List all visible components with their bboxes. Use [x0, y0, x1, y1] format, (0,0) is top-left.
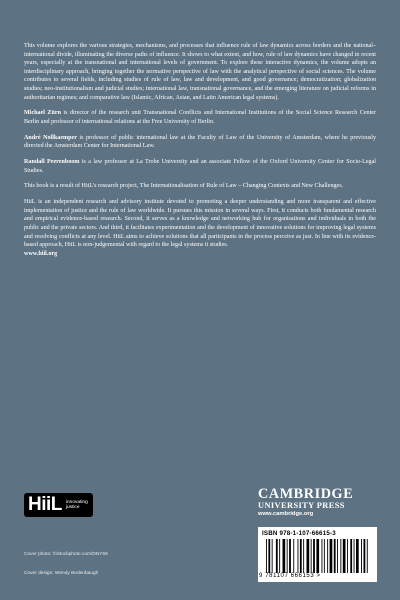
- cover-photo-credit: Cover photo: ©istockphoto.com/DNY59: [24, 552, 108, 557]
- author-bio-zurn: [24, 109, 376, 126]
- barcode-bar: [350, 539, 352, 573]
- back-cover-text: [24, 42, 376, 266]
- barcode-bar: [343, 539, 346, 573]
- hiil-logo: [24, 493, 93, 517]
- description-paragraph: This volume explores the various strategies, mechanisms, and processes that influence rule of law dynamics across borders and the national–international divide, illuminating the diverse paths of influence. It shows to what extent, and how, rule of law dynamics have changed in recent years, especially at the transnational and international levels of government. To explore these interactive dynamics, the volume adopts an interdisciplinary approach, bringing together the normative perspective of law with the analytical perspective of social sciences. The volume contributes to several fields, including studies of rule of law, law and development, and good governance; democratization; globalization studies; neo-institutionalism and judicial studies; international law, transnational governance, and the emerging literature on judicial reforms in authoritarian regimes; and comparative law (Islamic, African, Asian, and Latin American legal systems).: [24, 43, 376, 101]
- barcode-bar: [322, 539, 323, 573]
- barcode-bar: [347, 539, 348, 573]
- author-bio-nollkaemper: [24, 134, 376, 151]
- barcode-bar: [330, 539, 333, 573]
- barcode-bar: [367, 539, 368, 573]
- author-name: Michael Zürn: [24, 110, 61, 117]
- publisher-name: CAMBRIDGE: [258, 486, 354, 502]
- barcode-bar: [268, 539, 270, 573]
- barcode-bar: [287, 539, 288, 573]
- isbn-label: ISBN 978-1-107-66615-3: [262, 530, 336, 537]
- barcode-bar: [303, 539, 304, 573]
- barcode-bar: [313, 539, 315, 573]
- barcode-bar: [298, 539, 299, 573]
- hiil-logo-mark: HiiL: [28, 494, 62, 515]
- barcode-bar: [266, 539, 267, 573]
- barcode-bar: [300, 539, 302, 573]
- barcode-bar: [354, 539, 355, 573]
- barcode-panel: [258, 527, 377, 582]
- barcode-graphic: [266, 539, 369, 573]
- barcode-bar: [340, 539, 341, 573]
- publisher-press: UNIVERSITY PRESS: [258, 501, 345, 510]
- hiil-logo-box: [24, 493, 93, 517]
- barcode-bar: [356, 539, 359, 573]
- author-bio-text: is director of the research unit Transnational Conflicts and International Institutions of the Social Science Research Center Berlin and professor of international relations at the Free University of Berlin.: [24, 110, 376, 125]
- barcode-bar: [364, 539, 366, 573]
- barcode-bar: [279, 539, 280, 573]
- hiil-logo-tagline: [66, 500, 88, 511]
- author-bio-text: is a law professor at La Trobe University and an associate Fellow of the Oxford University Center for Socio-Legal Studies.: [24, 159, 377, 174]
- publisher-logo: [258, 487, 378, 518]
- author-name: André Nollkaemper: [24, 134, 77, 141]
- barcode-bar: [361, 539, 362, 573]
- hiil-url[interactable]: www.hiil.org: [24, 250, 58, 257]
- hiil-tagline-line1: innovating: [65, 499, 88, 505]
- barcode-bar: [327, 539, 328, 573]
- barcode-bar: [307, 539, 310, 573]
- barcode-bar: [276, 539, 278, 573]
- barcode-bar: [311, 539, 312, 573]
- barcode-bar: [293, 539, 294, 573]
- author-bio-peerenboom: [24, 158, 376, 175]
- project-paragraph: This book is a result of HiiL's research project, The Internationalisation of Rule of Law – Changing Contexts and New Challenges.: [24, 183, 344, 190]
- cover-design-credit: Cover design: Wendy Bedenbaugh: [24, 571, 99, 576]
- hiil-tagline-line2: justice: [65, 505, 80, 510]
- barcode-bar: [337, 539, 338, 573]
- barcode-bar: [272, 539, 273, 573]
- publisher-url[interactable]: www.cambridge.org: [258, 511, 314, 517]
- barcode-bar: [334, 539, 336, 573]
- author-name: Randall Peerenboom: [24, 159, 80, 166]
- author-bio-text: is professor of public international law at the Faculty of Law of the University of Amsterdam, where he previously directed the Amsterdam Center for International Law.: [24, 134, 376, 150]
- hiil-paragraph: [24, 198, 376, 258]
- barcode-bar: [289, 539, 291, 573]
- barcode-digits: 9 781107 666153 >: [259, 573, 321, 579]
- barcode-bar: [324, 539, 325, 573]
- barcode-bar: [316, 539, 319, 573]
- barcode-bar: [283, 539, 286, 573]
- hiil-description: HiiL is an independent research and advisory institute devoted to promoting a deeper understanding and more transparent and effective implementation of justice and the rule of law worldwide. It pursues this mission in several ways. First, it conducts both fundamental research and empirical evidence-based research. Second, it serves as a knowledge and networking hub for organisations and individuals in both the public and the private sectors. And third, it facilitates experimentation and the development of innovative solutions for improving legal systems and resolving conflicts at any level. HiiL aims to achieve solutions that all participants in the process perceive as just. In line with its evidence-based approach, HiiL is non-judgemental with regard to the legal systems it studies.: [24, 199, 376, 249]
